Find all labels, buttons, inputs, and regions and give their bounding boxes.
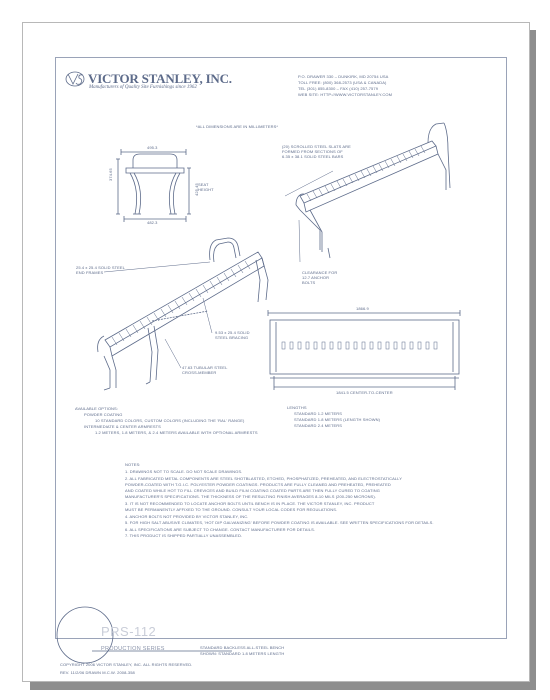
note-line: MANUFACTURER'S SPECIFICATIONS. THE THICKNESS OF THE RESULTING FINISH AVERAGES 8-10 MILS (200-250 MICRONS). [125, 494, 376, 499]
note-line: 7. THIS PRODUCT IS SHIPPED PARTIALLY UNASSEMBLED. [125, 533, 243, 538]
model-number: PRS-112 [101, 624, 157, 639]
dim-height-left: 374.65 [108, 168, 113, 181]
model-description: SHOWN: STANDARD 1.8 METERS LENGTH [200, 651, 285, 656]
lengths-line: STANDARD 2.4 METERS [294, 423, 343, 428]
slats-callout: (20) SCROLLED STEEL SLATS ARE FORMED FROM SECTIONS OF 6.35 x 38.1 SOLID STEEL BARS [282, 144, 351, 159]
note-line: 3. IT IS NOT RECOMMENDED TO LOCATE ANCHOR BOLTS UNTIL BENCH IS IN PLACE. THE VICTOR STANLEY, INC. PRODUCT [125, 501, 375, 506]
note-line: 6. ALL SPECIFICATIONS ARE SUBJECT TO CHANGE. CONTACT MANUFACTURER FOR DETAILS. [125, 527, 316, 532]
plan-overall-dimension: 1866.9 [356, 306, 369, 311]
side-elevation-view [116, 149, 191, 222]
options-line: 10 STANDARD COLORS, CUSTOM COLORS (INCLUDING THE 'RAL' RANGE) [95, 418, 245, 423]
options-line: 1.2 METERS, 1.8 METERS, & 2.4 METERS AVAILABLE WITH OPTIONAL ARMRESTS [95, 430, 258, 435]
address-line-4: WEB SITE: HTTP://WWW.VICTORSTANLEY.COM [298, 92, 393, 97]
company-tagline: Manufacturers of Quality Site Furnishings since 1962 [89, 85, 197, 90]
lengths-heading: LENGTHS [287, 405, 307, 410]
address-line-3: TEL (301) 855-8300 – FAX (410) 257-7579 [298, 86, 379, 91]
copyright: COPYRIGHT 2006 VICTOR STANLEY, INC. ALL RIGHTS RESERVED. [60, 662, 193, 667]
seat-height-label: SEAT HEIGHT [198, 182, 214, 192]
plan-center-dimension: 1841.5 CENTER-TO-CENTER [336, 390, 393, 395]
note-line: 4. ANCHOR BOLTS NOT PROVIDED BY VICTOR STANLEY, INC. [125, 514, 249, 519]
clearance-callout: CLEARANCE FOR 12.7 ANCHOR BOLTS [302, 270, 338, 285]
end-frames-callout: 25.4 x 25.4 SOLID STEEL END FRAMES [76, 265, 125, 275]
model-description: STANDARD BACKLESS ALL-STEEL BENCH [200, 645, 285, 650]
address-line-2: TOLL FREE: (800) 368-2573 (USA & CANADA) [298, 80, 387, 85]
note-line: MUST BE PERMANENTLY AFFIXED TO THE GROUND. CONSULT YOUR LOCAL CODES FOR REGULATIONS. [125, 507, 338, 512]
plan-view [268, 310, 460, 390]
revision-info: REV. 11/2/06 DRAWN M.C.W. 2008-358 [60, 670, 135, 675]
note-line: 1. DRAWINGS NOT TO SCALE. DO NOT SCALE DRAWINGS. [125, 469, 243, 474]
dim-height-right: 425.45 [194, 183, 199, 196]
bracing-callout: 9.53 x 25.4 SOLID STEEL BRACING [215, 330, 250, 340]
dim-width-bottom: 482.3 [147, 220, 158, 225]
options-line: POWDER COATING [84, 412, 123, 417]
note-line: AND COATED WHILE HOT TO FILL CREVICES AND BUILD FILM COATING COATED PARTS ARE THEN FULLY CURED TO COATING [125, 488, 380, 493]
lengths-line: STANDARD 1.2 METERS [294, 411, 343, 416]
options-heading: AVAILABLE OPTIONS: [75, 406, 118, 411]
note-line: 2. ALL FABRICATED METAL COMPONENTS ARE STEEL SHOTBLASTED, ETCHED, PHOSPHATIZED, PREHEATED, AND ELECTROSTATICALLY [125, 476, 402, 481]
note-line: POWDER-COATED WITH T.G.I.C. POLYESTER POWDER COATINGS. PRODUCTS ARE FULLY CLEANED AND PREHEATED, PREHEATED [125, 482, 391, 487]
victor-stanley-logo-icon [66, 72, 84, 86]
options-line: INTERMEDIATE & CENTER ARMRESTS [84, 424, 161, 429]
notes-heading: NOTES: [125, 462, 141, 467]
note-line: 5. FOR HIGH SALT ABUSIVE CLIMATES, 'HOT DIP GALVANIZING' BEFORE POWDER COATING IS AVAILABLE. SEE WRITTEN SPECIFICATIONS FOR DETAILS. [125, 520, 434, 525]
series-name: PRODUCTION SERIES [101, 646, 165, 652]
dim-width-top: 495.3 [147, 145, 158, 150]
company-name: VICTOR STANLEY, INC. [88, 71, 232, 86]
units-note: *ALL DIMENSIONS ARE IN MILLIMETERS* [196, 124, 279, 129]
lengths-line: STANDARD 1.8 METERS (LENGTH SHOWN) [294, 417, 380, 422]
cross-member-callout: 47.63 TUBULAR STEEL CROSS-MEMBER [182, 365, 228, 375]
address-line-1: P.O. DRAWER 330 – DUNKIRK, MD 20754 USA [298, 74, 389, 79]
